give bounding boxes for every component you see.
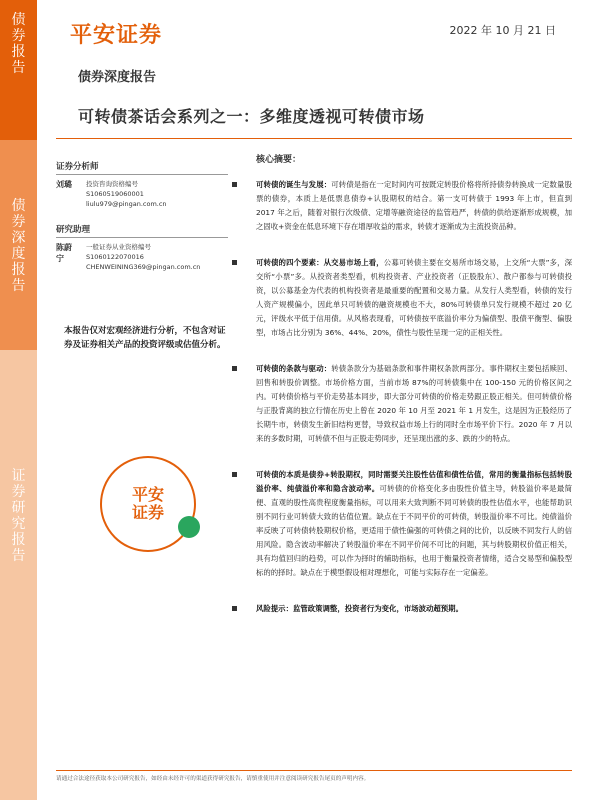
sidebar-label-deep-report: 债券深度报告 [11, 198, 26, 294]
assistant-cert-number: S1060122070016 [86, 253, 144, 261]
paragraph-body: 可转债的价格变化多由股性价值主导，转股溢价率是最简便、直观的股性高贵程度衡量指标，可以用来大致判断不同可转债的股性估值水平，也能帮助识别不同行业可转债大致的估值位置。缺点在于不同平价的可转债，转股溢价率不可比。纯债溢价率反映了可转债转股期权价格，更适用于债性偏强的可转债之间的比价，以反映不同发行人的信用风险。隐含波动率解决了转股溢价率在不同平价间不可比的问题，其与转股期权价值正相关，具有均值回归的趋势，可以作为择时的辅助指标，也用于衡量投资者情绪，适合交易型和偏股型标的的择时。缺点在于模型假设相对理想化，可能与实际存在一定偏差。 [256, 484, 572, 577]
summary-paragraph [228, 468, 572, 580]
footer-notice: 请通过合法途径获取本公司研究报告，如经由未经许可的渠道获得研究报告，请慎重使用并注意阅读研究报告尾页的声明内容。 [56, 776, 370, 782]
analyst-info [76, 179, 167, 209]
analyst-email[interactable]: liulu979@pingan.com.cn [86, 200, 167, 208]
analyst-section-title: 证券分析师 [56, 160, 228, 175]
summary-body [228, 178, 572, 616]
bullet-icon [232, 260, 237, 265]
bullet-icon [232, 472, 237, 477]
sidebar [0, 0, 37, 800]
title-divider [56, 138, 572, 139]
sidebar-label-report: 债券报告 [11, 12, 26, 76]
report-date: 2022 年 10 月 21 日 [449, 24, 556, 37]
risk-paragraph [228, 602, 572, 616]
bullet-icon [232, 606, 237, 611]
company-seal-icon [100, 456, 196, 552]
assistant-cert-label: 一般证券从业资格编号 [86, 243, 151, 251]
page-title: 可转债茶话会系列之一：多维度透视可转债市场 [78, 107, 425, 126]
paragraph-body: 可转债是指在一定时间内可按既定转股价格将所持债券转换成一定数量股票的债券，本质上是低票息债券+认股期权的结合。第一支可转债于 1993 年上市，但直到 2017 年之后，随着对银行次级债、定增等融资途径的监管趋严，转债的供给逐渐形成规模，加之固收+资金在低息环境下存在增厚收益的需求，转债才逐渐成为主流投资品种。 [256, 180, 572, 231]
bullet-icon [232, 182, 237, 187]
summary-paragraph [228, 362, 572, 446]
assistant-name: 陈蔚宁 [56, 243, 72, 263]
analyst-cert-label: 投资咨询资格编号 [86, 180, 138, 188]
report-type: 债券深度报告 [78, 70, 157, 85]
author-panel [56, 146, 228, 272]
bullet-icon [232, 366, 237, 371]
paragraph-body: 转债条款分为基础条款和事件期权条款两部分。事件期权主要包括赎回、回售和转股价调整。市场价格方面，当前市场 87%的可转债集中在 100-150 元的价格区间之内。可转债价格与平价走势基本同步，即大部分可转债的价格走势跟正股正相关。但可转债价格与正股背离的独立行情在历史上曾在 2020 年 10 月至 2021 年 1 月发生，这是因为正股经历了长期牛市，转债发生新旧结构更替，导致权益市场上行的同时全市场平价下行。2020 年 7 月以来的多数时期，可转债不但与正股走势同步，还呈现出涨的多、跌的少的特点。 [256, 364, 572, 443]
assistant-info [76, 242, 200, 272]
assistant-entry [56, 242, 228, 272]
summary-paragraph [228, 256, 572, 340]
assistant-email[interactable]: CHENWEINING369@pingan.com.cn [86, 263, 201, 271]
sidebar-block-research [0, 350, 37, 800]
assistant-section-title: 研究助理 [56, 223, 228, 238]
sidebar-label-research: 证券研究报告 [11, 468, 26, 564]
paragraph-body: 监管政策调整，投资者行为变化，市场波动超预期。 [292, 604, 463, 613]
analyst-cert-number: S1060519060001 [86, 190, 144, 198]
summary-heading: 核心摘要： [256, 155, 302, 165]
company-logo: 平安证券 [70, 23, 163, 48]
paragraph-lead: 可转债的诞生与发展： [256, 180, 332, 189]
paragraph-lead: 可转债的四个要素：从交易市场上看， [256, 258, 384, 267]
paragraph-body: 公募可转债主要在交易所市场交易，上交所“大票”多，深交所“小票”多。从投资者类型看，机构投资者、产业投资者（正股股东）、散户都参与可转债投资，以公募基金为代表的机构投资者是最重要的配置和交易力量。从发行人类型看，转债的发行人资产规模偏小，因此单只可转债的融资规模也不大，80%可转债单只发行规模不超过 20 亿元，评级水平低于信用债。从风格表现看，可转债按平底溢价率分为偏债型、股债平衡型、偏股型，市场占比分别为 36%、44%、20%，债性与股性呈现一定的正相关性。 [256, 258, 572, 337]
paragraph-lead: 风险提示： [256, 604, 293, 613]
sidebar-block-report [0, 0, 37, 140]
analyst-name: 刘璐 [56, 180, 72, 189]
sidebar-block-deep-report [0, 140, 37, 350]
analysis-disclaimer: 本报告仅对宏观经济进行分析，不包含对证券及证券相关产品的投资评级或估值分析。 [64, 326, 226, 350]
seal-text-line1: 平安 [131, 485, 164, 504]
summary-paragraph [228, 178, 572, 234]
analyst-entry [56, 179, 228, 209]
paragraph-lead: 可转债的条款与驱动： [256, 364, 332, 373]
footer-divider [56, 770, 572, 771]
seal-text-line2: 证券 [131, 503, 164, 522]
paragraph-lead: 可转债的本质是债券+转股期权，同时需要关注股性估值和债性估值，常用的衡量指标包括转股溢价率、纯债溢价率和隐含波动率。 [256, 470, 572, 493]
seal-badge-icon [178, 516, 200, 538]
